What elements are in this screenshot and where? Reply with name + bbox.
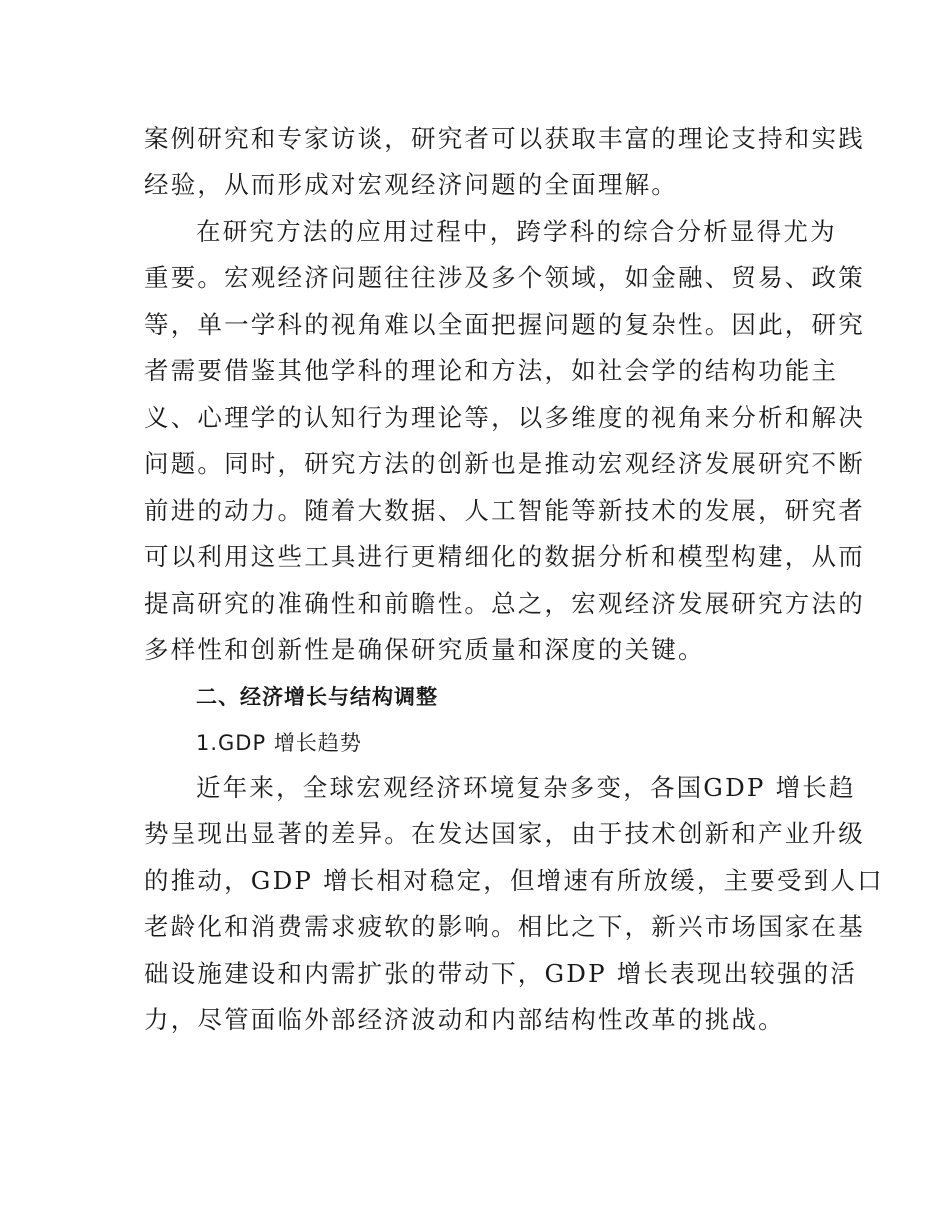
body-text-line: 多样性和创新性是确保研究质量和深度的关键。: [144, 635, 705, 664]
subsection-heading: 1.GDP 增长趋势: [196, 731, 362, 755]
section-heading: 二、经济增长与结构调整: [196, 685, 438, 709]
body-text-line: 的推动，GDP 增长相对稳定，但增速有所放缓，主要受到人口: [144, 866, 884, 895]
body-text-line: 等，单一学科的视角难以全面把握问题的复杂性。因此，研究: [144, 310, 865, 339]
body-text-line: 重要。宏观经济问题往往涉及多个领域，如金融、贸易、政策: [144, 263, 865, 292]
body-text-line: 础设施建设和内需扩张的带动下，GDP 增长表现出较强的活: [144, 959, 858, 988]
body-text-line: 问题。同时，研究方法的创新也是推动宏观经济发展研究不断: [144, 449, 865, 478]
body-text-line: 前进的动力。随着大数据、人工智能等新技术的发展，研究者: [144, 496, 865, 525]
body-text-line: 义、心理学的认知行为理论等，以多维度的视角来分析和解决: [144, 403, 865, 432]
body-text-line: 可以利用这些工具进行更精细化的数据分析和模型构建，从而: [144, 542, 865, 571]
body-text-line: 经验，从而形成对宏观经济问题的全面理解。: [144, 170, 678, 199]
body-text-line: 案例研究和专家访谈，研究者可以获取丰富的理论支持和实践: [144, 124, 865, 153]
body-text-line: 老龄化和消费需求疲软的影响。相比之下，新兴市场国家在基: [144, 912, 865, 941]
body-text-line: 近年来，全球宏观经济环境复杂多变，各国GDP 增长趋: [196, 773, 856, 802]
body-text-line: 势呈现出显著的差异。在发达国家，由于技术创新和产业升级: [144, 819, 865, 848]
body-text-line: 提高研究的准确性和前瞻性。总之，宏观经济发展研究方法的: [144, 589, 865, 618]
body-text-line: 在研究方法的应用过程中，跨学科的综合分析显得尤为: [196, 217, 837, 246]
body-text-line: 力，尽管面临外部经济波动和内部结构性改革的挑战。: [144, 1005, 785, 1034]
body-text-line: 者需要借鉴其他学科的理论和方法，如社会学的结构功能主: [144, 356, 839, 385]
